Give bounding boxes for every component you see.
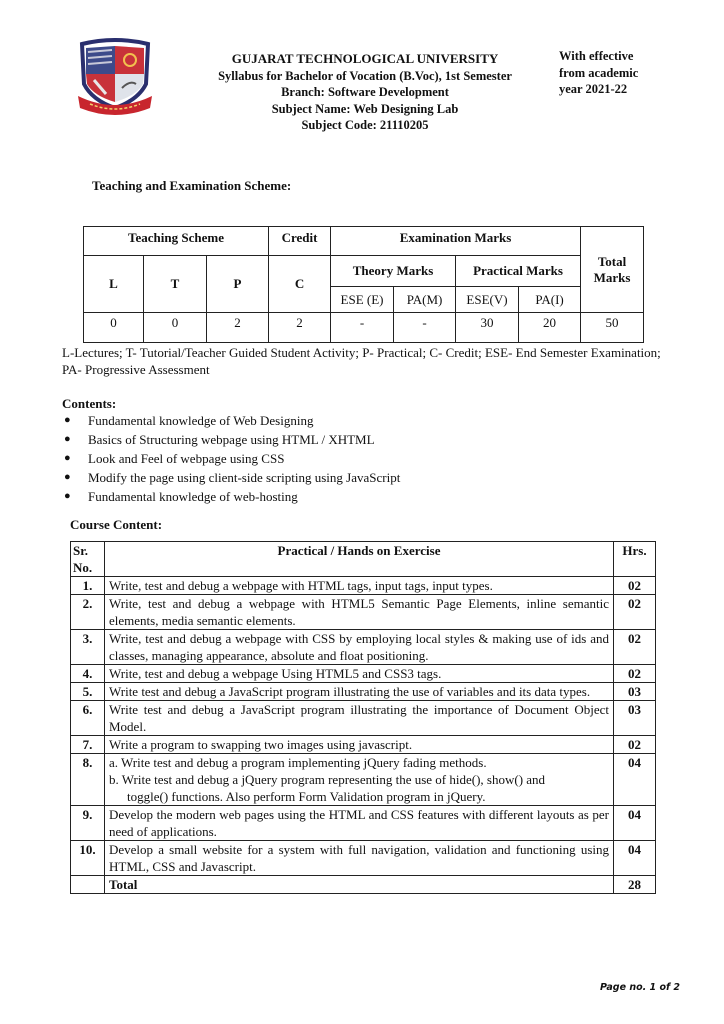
- total-marks-header: Total Marks: [581, 227, 644, 313]
- lectures-value: 0: [84, 313, 144, 343]
- sr-no: 2.: [71, 595, 105, 630]
- credit-value: 2: [269, 313, 331, 343]
- table-row: [71, 701, 656, 736]
- teaching-scheme-header: Teaching Scheme: [84, 227, 269, 256]
- pa-i-value: 20: [519, 313, 581, 343]
- contents-title: Contents:: [62, 396, 117, 411]
- bullet-icon: ●: [64, 414, 71, 426]
- hours: 02: [614, 577, 656, 595]
- exercise-text: [105, 754, 614, 806]
- theory-marks-header: Theory Marks: [331, 256, 456, 287]
- ese-v-value: 30: [456, 313, 519, 343]
- list-item: [62, 411, 400, 430]
- hours: 04: [614, 806, 656, 841]
- course-content-table: [70, 541, 656, 894]
- subject-name-line: Subject Name: Web Designing Lab: [271, 101, 459, 116]
- pa-m-header: PA(M): [394, 287, 456, 313]
- list-item-text: Fundamental knowledge of web-hosting: [88, 489, 298, 504]
- university-name: GUJARAT TECHNOLOGICAL UNIVERSITY: [231, 51, 499, 66]
- examination-marks-header: Examination Marks: [331, 227, 581, 256]
- bullet-icon: ●: [64, 490, 71, 502]
- bullet-icon: ●: [64, 452, 71, 464]
- scheme-title: Teaching and Examination Scheme:: [92, 178, 292, 193]
- total-row: [71, 876, 656, 894]
- exercise-text: Write a program to swapping two images using javascript.: [105, 736, 614, 754]
- scheme-table: [83, 226, 644, 343]
- sr-no: 5.: [71, 683, 105, 701]
- scheme-legend: L-Lectures; T- Tutorial/Teacher Guided Student Activity; P- Practical; C- Credit; ESE- End Semester Examination; PA- Progressive Assessment: [62, 345, 661, 377]
- sr-no: 8.: [71, 754, 105, 806]
- total-hours: 28: [614, 876, 656, 894]
- list-item: [62, 487, 400, 506]
- sr-no: 9.: [71, 806, 105, 841]
- table-row: [71, 736, 656, 754]
- bullet-icon: ●: [64, 433, 71, 445]
- effective-line-2: from academic: [559, 65, 639, 80]
- exercise-text: Write, test and debug a webpage with HTML tags, input tags, input types.: [105, 577, 614, 595]
- sr-no: 7.: [71, 736, 105, 754]
- sr-no: 1.: [71, 577, 105, 595]
- practical-marks-header: Practical Marks: [456, 256, 581, 287]
- page-number: Page no. 1 of 2: [600, 982, 681, 993]
- total-empty-cell: [71, 876, 105, 894]
- hours: 03: [614, 701, 656, 736]
- exercise-text: Develop a small website for a system with full navigation, validation and functioning using HTML, CSS and Javascript.: [105, 841, 614, 876]
- exercise-part-b-continued: toggle() functions. Also perform Form Validation program in jQuery.: [127, 789, 486, 804]
- subject-code-line: Subject Code: 21110205: [301, 118, 429, 132]
- lectures-header: L: [84, 256, 144, 313]
- exercise-text: Write, test and debug a webpage with HTML5 Semantic Page Elements, inline semantic elements, media semantic elements.: [105, 595, 614, 630]
- credit-c-header: C: [269, 256, 331, 313]
- hours: 03: [614, 683, 656, 701]
- list-item-text: Modify the page using client-side scripting using JavaScript: [88, 470, 401, 485]
- table-row: [71, 665, 656, 683]
- table-row: [71, 841, 656, 876]
- ese-v-header: ESE(V): [456, 287, 519, 313]
- hours: 02: [614, 595, 656, 630]
- table-row: [71, 577, 656, 595]
- bullet-icon: ●: [64, 471, 71, 483]
- course-content-title: Course Content:: [70, 517, 163, 532]
- practical-header: P: [207, 256, 269, 313]
- table-row: [71, 806, 656, 841]
- table-header-row: [71, 542, 656, 577]
- list-item-text: Basics of Structuring webpage using HTML / XHTML: [88, 432, 375, 447]
- pa-i-header: PA(I): [519, 287, 581, 313]
- tutorial-value: 0: [144, 313, 207, 343]
- table-row: [71, 630, 656, 665]
- ese-e-value: -: [331, 313, 394, 343]
- ese-e-header: ESE (E): [331, 287, 394, 313]
- sr-no-header: Sr. No.: [71, 542, 105, 577]
- exercise-text: Write test and debug a JavaScript program illustrating the importance of Document Object Model.: [105, 701, 614, 736]
- exercise-part-b: b. Write test and debug a jQuery program representing the use of hide(), show() and: [109, 772, 546, 787]
- effective-line-3: year 2021-22: [559, 82, 628, 96]
- list-item: [62, 430, 400, 449]
- exercise-text: Write test and debug a JavaScript program illustrating the use of variables and its data types.: [105, 683, 614, 701]
- exercise-text: Write, test and debug a webpage Using HTML5 and CSS3 tags.: [105, 665, 614, 683]
- hours: 02: [614, 630, 656, 665]
- hrs-header: Hrs.: [614, 542, 656, 577]
- list-item: [62, 468, 400, 487]
- tutorial-header: T: [144, 256, 207, 313]
- document-header: [180, 51, 550, 134]
- exercise-header: Practical / Hands on Exercise: [105, 542, 614, 577]
- list-item-text: Look and Feel of webpage using CSS: [88, 451, 285, 466]
- table-row: [71, 754, 656, 806]
- total-label: Total: [105, 876, 614, 894]
- total-marks-value: 50: [581, 313, 644, 343]
- sr-no: 3.: [71, 630, 105, 665]
- hours: 02: [614, 736, 656, 754]
- pa-m-value: -: [394, 313, 456, 343]
- contents-list: [62, 411, 400, 506]
- sr-no: 6.: [71, 701, 105, 736]
- practical-value: 2: [207, 313, 269, 343]
- table-row: [71, 683, 656, 701]
- list-item: [62, 449, 400, 468]
- sr-no: 4.: [71, 665, 105, 683]
- hours: 02: [614, 665, 656, 683]
- gtu-crest-logo-icon: [76, 38, 154, 118]
- hours: 04: [614, 841, 656, 876]
- effective-line-1: With effective: [559, 49, 634, 63]
- exercise-part-a: a. Write test and debug a program implementing jQuery fading methods.: [109, 755, 487, 770]
- hours: 04: [614, 754, 656, 806]
- credit-header: Credit: [269, 227, 331, 256]
- branch-line: Branch: Software Development: [281, 85, 449, 99]
- syllabus-line: Syllabus for Bachelor of Vocation (B.Voc), 1st Semester: [218, 68, 512, 83]
- exercise-text: Develop the modern web pages using the HTML and CSS features with different layouts as per need of applications.: [105, 806, 614, 841]
- list-item-text: Fundamental knowledge of Web Designing: [88, 413, 314, 428]
- exercise-text: Write, test and debug a webpage with CSS by employing local styles & making use of ids and classes, managing appearance, absolute and float positioning.: [105, 630, 614, 665]
- effective-year-note: [559, 48, 669, 98]
- table-row: [71, 595, 656, 630]
- sr-no: 10.: [71, 841, 105, 876]
